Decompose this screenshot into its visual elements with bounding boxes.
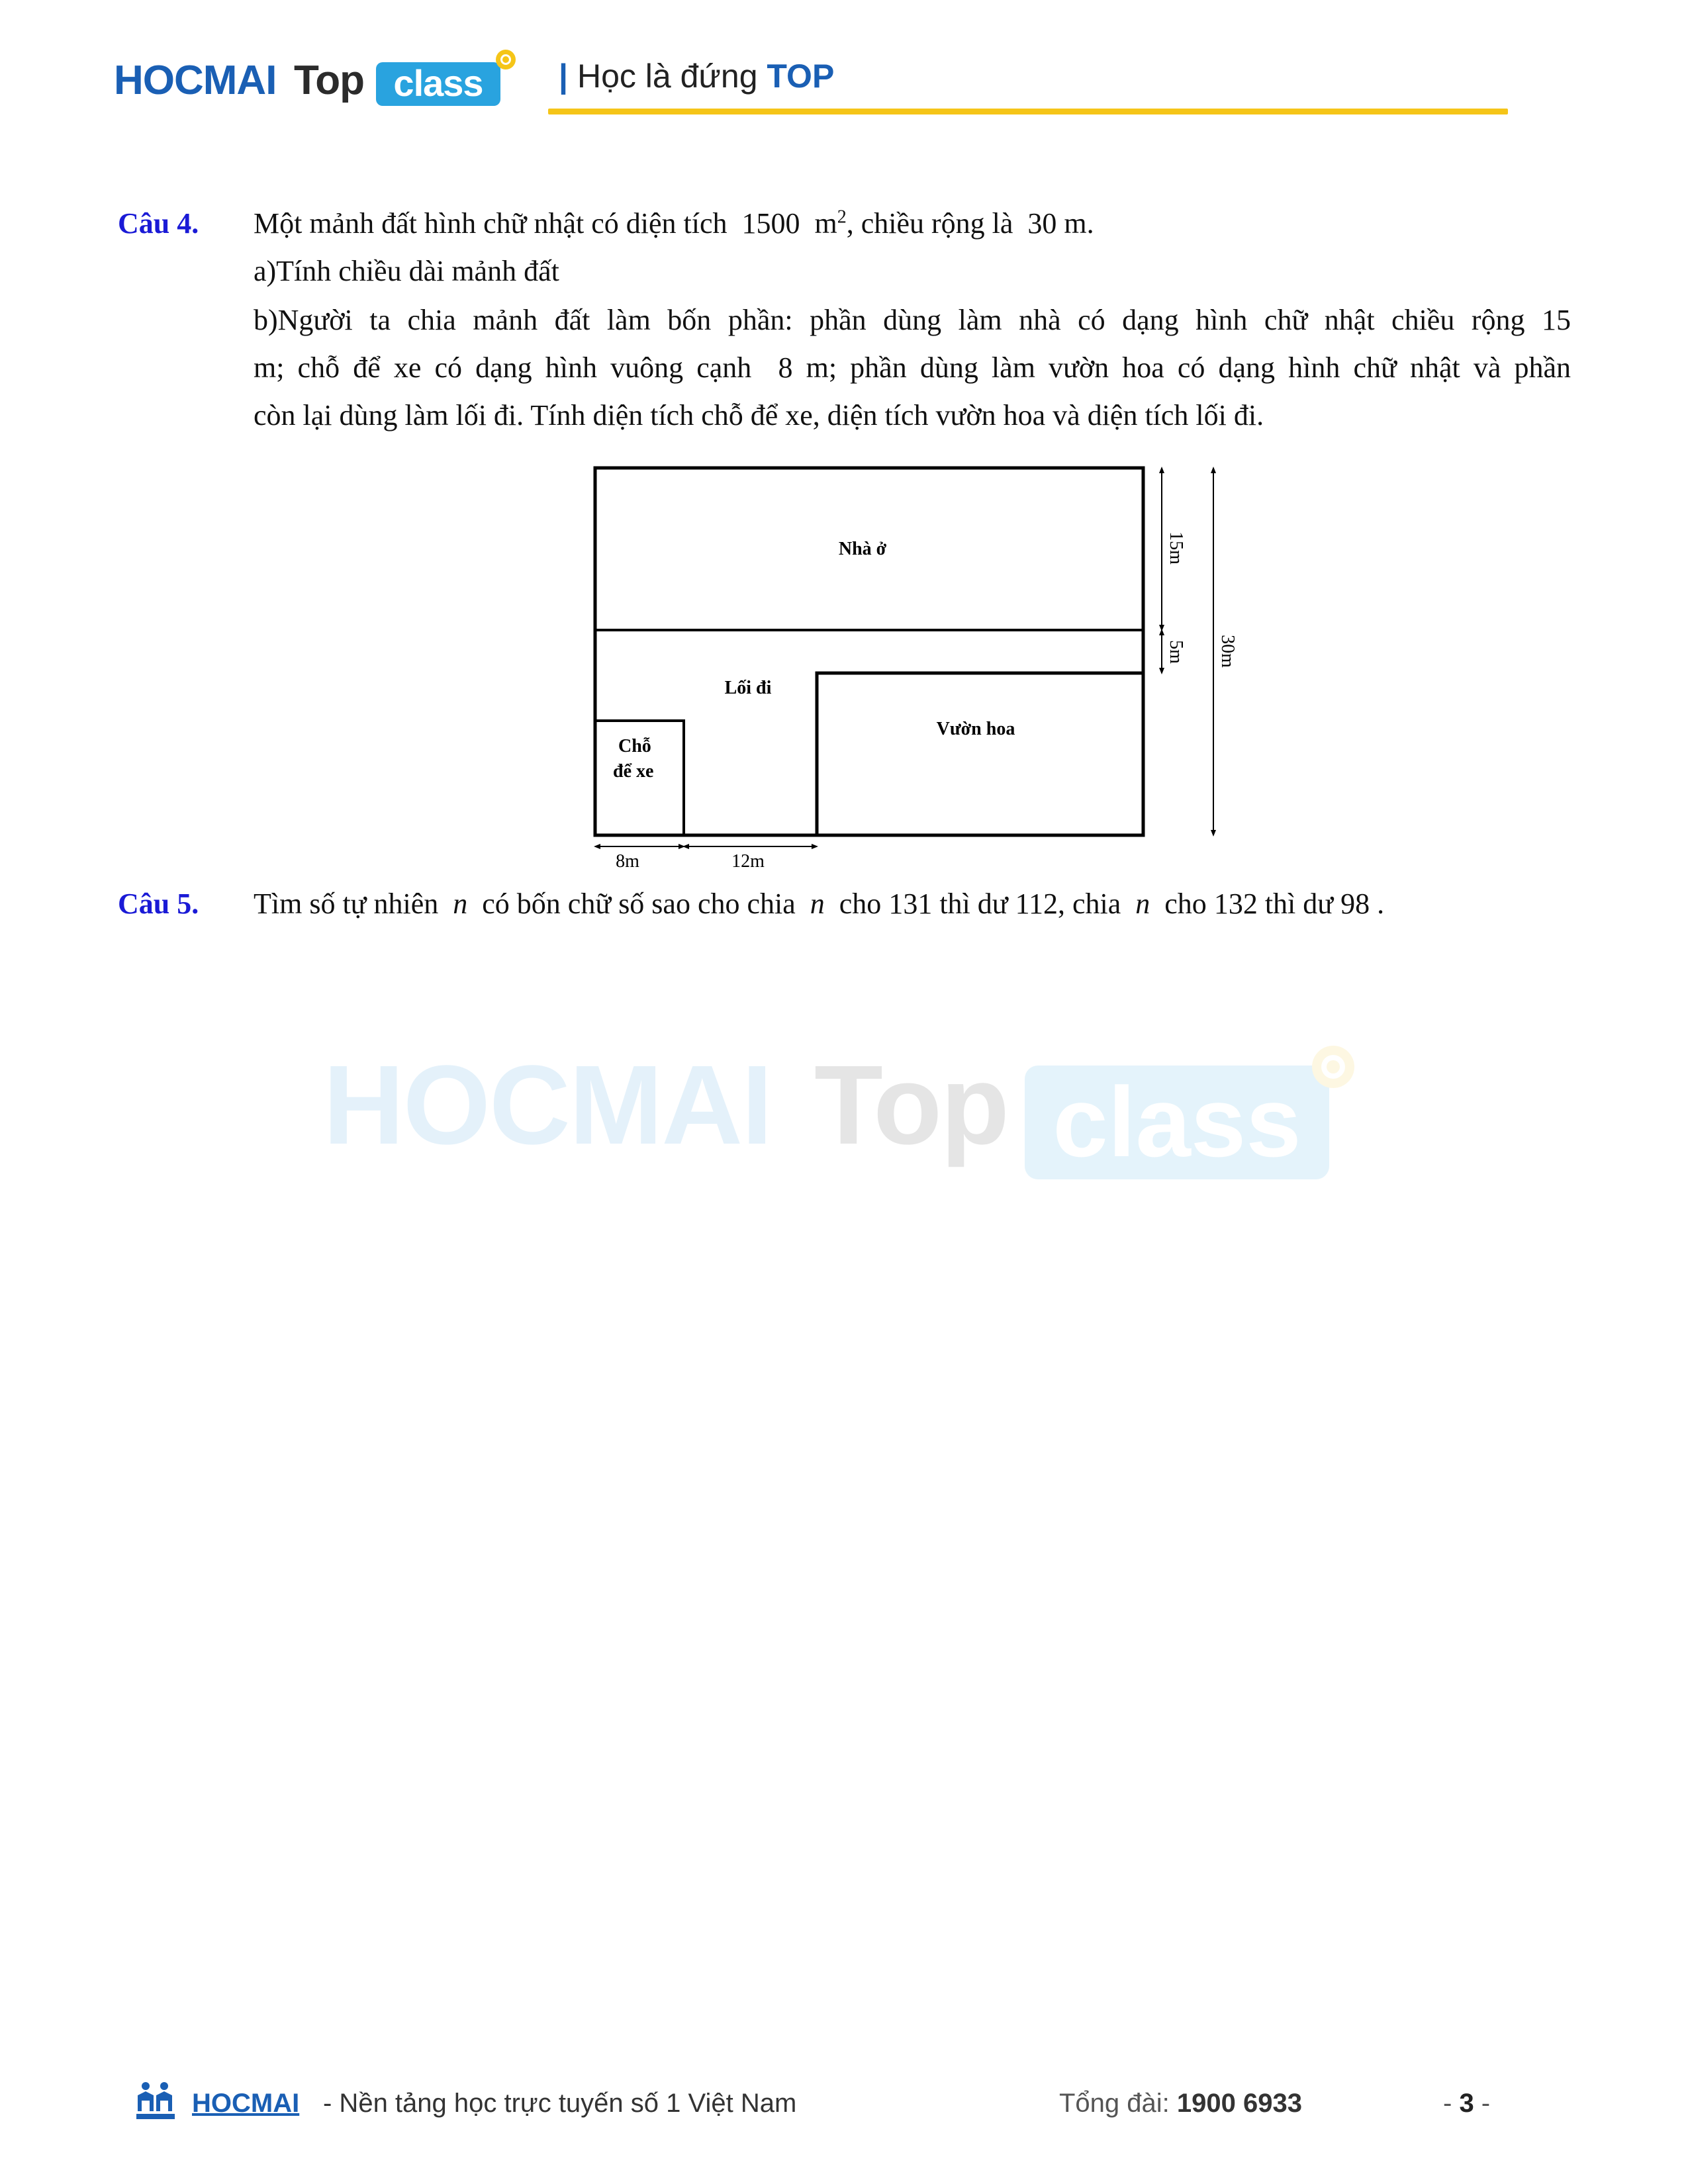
logo-top-text: Top (294, 58, 365, 103)
parking-label-2: để xe (613, 761, 654, 782)
house-label: Nhà ở (838, 539, 887, 559)
footer-brand-link[interactable]: HOCMAI (192, 2089, 300, 2118)
page-footer (0, 2078, 1688, 2131)
question-5-statement: Tìm số tự nhiên n có bốn chữ số sao cho chia n cho 131 thì dư 112, chia n cho 132 thì dư 98 . (254, 887, 1385, 920)
watermark-logo (323, 1040, 1382, 1186)
watermark-hocmai-text: HOCMAI (323, 1042, 772, 1168)
watermark-top-text: Top (814, 1042, 1008, 1168)
watermark-class-badge: class (1025, 1066, 1329, 1179)
land-plot-diagram (583, 457, 1244, 880)
question-5-label: Câu 5. (118, 887, 199, 920)
logo-class-badge: class (376, 62, 500, 106)
header-tagline: | Học là đứng TOP (559, 58, 835, 95)
tagline-text: Học là đứng (577, 58, 758, 95)
header-divider (548, 109, 1508, 114)
tagline-highlight: TOP (767, 58, 835, 95)
logo-hocmai-text: HOCMAI (114, 58, 277, 103)
question-4-part-b-line-3: còn lại dùng làm lối đi. Tính diện tích chỗ để xe, diện tích vườn hoa và diện tích lối đi. (254, 399, 1264, 432)
footer-hotline: Tổng đài: 1900 6933 (1059, 2089, 1302, 2118)
dimension-15m-label: 15m (1166, 531, 1186, 565)
watermark-sun-icon (1307, 1040, 1360, 1093)
sun-icon (492, 46, 519, 73)
question-4-part-b-line-2: m; chỗ để xe có dạng hình vuông cạnh 8 m; phần dùng làm vườn hoa có dạng hình chữ nhật và phần (254, 351, 1571, 384)
question-4-label: Câu 4. (118, 207, 199, 240)
page-number: - 3 - (1443, 2089, 1491, 2118)
question-4-part-b-line-1: b)Người ta chia mảnh đất làm bốn phần: phần dùng làm nhà có dạng hình chữ nhật chiều rộng 15 (254, 304, 1571, 336)
garden-boundary (817, 673, 1143, 835)
land-outline (595, 468, 1143, 835)
parking-label-1: Chỗ (618, 736, 651, 756)
path-label: Lối đi (724, 678, 772, 698)
footer-description: - Nền tảng học trực tuyến số 1 Việt Nam (323, 2089, 797, 2118)
garden-label: Vườn hoa (936, 719, 1015, 739)
dimension-5m-label: 5m (1166, 640, 1186, 664)
question-4-part-a: a)Tính chiều dài mảnh đất (254, 255, 559, 287)
question-4-statement: Một mảnh đất hình chữ nhật có diện tích 1500 $m^2$, chiều rộng là 30 m. (254, 206, 1094, 240)
dimension-12m-label: 12m (731, 851, 765, 872)
dimension-8m-label: 8m (616, 851, 639, 872)
dimension-30m-label: 30m (1217, 635, 1238, 668)
hocmai-logo-icon (132, 2078, 179, 2124)
